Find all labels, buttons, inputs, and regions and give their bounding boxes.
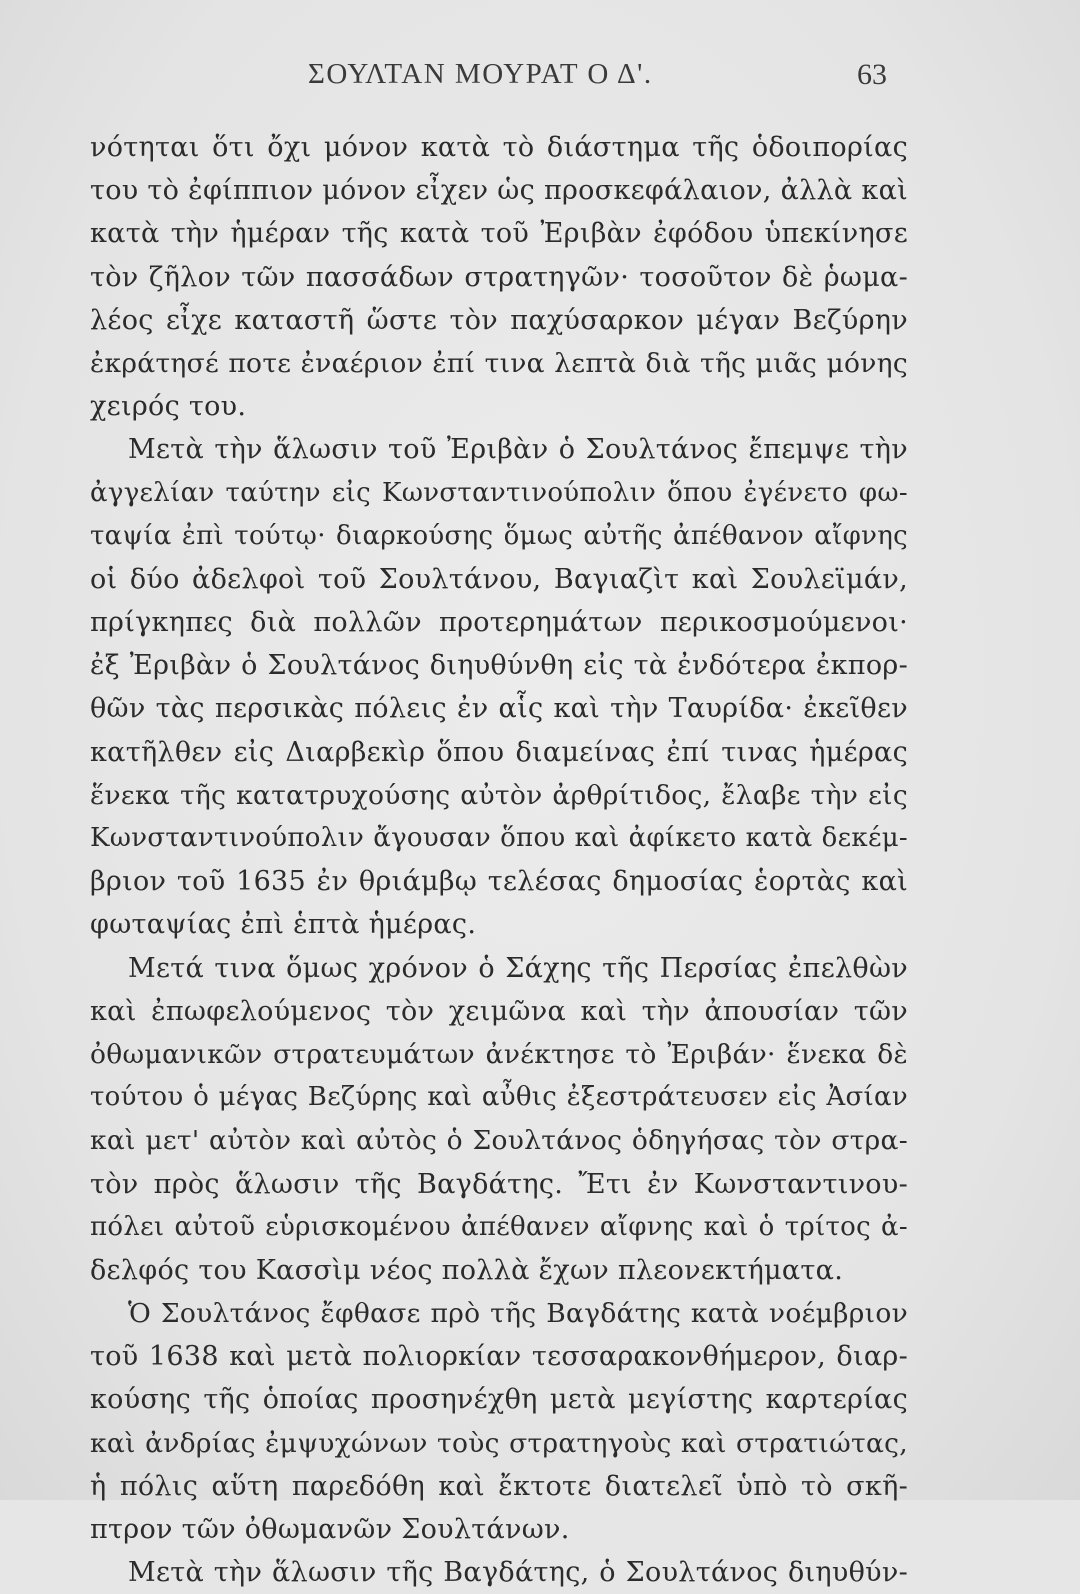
text-line: καὶ ἐπωφελούμενος τὸν χειμῶνα καὶ τὴν ἀπουσίαν τῶν	[90, 995, 908, 1027]
text-line: βριον τοῦ 1635 ἐν θριάμβῳ τελέσας δημοσίας ἑορτὰς καὶ	[90, 866, 908, 898]
text-line: καὶ μετ' αὐτὸν καὶ αὐτὸς ὁ Σουλτάνος ὁδηγήσας τὸν στρα-	[90, 1125, 908, 1157]
text-line: χειρός του.	[90, 391, 247, 423]
text-line: πρίγκηπες διὰ πολλῶν προτερημάτων περικοσμούμενοι·	[90, 607, 908, 639]
text-line: κατῆλθεν εἰς Διαρβεκὶρ ὅπου διαμείνας ἐπί τινας ἡμέρας	[90, 736, 908, 768]
text-line: ἐκράτησέ ποτε ἐναέριον ἐπί τινα λεπτὰ διὰ τῆς μιᾶς μόνης	[90, 347, 908, 379]
text-line: λέος εἶχε καταστῆ ὥστε τὸν παχύσαρκον μέγαν Βεζύρην	[90, 304, 908, 336]
paragraph-start-line: Ὁ Σουλτάνος ἔφθασε πρὸ τῆς Βαγδάτης κατὰ νοέμβριον	[128, 1298, 908, 1330]
text-line: τὸν πρὸς ἅλωσιν τῆς Βαγδάτης. Ἔτι ἐν Κωνσταντινου-	[90, 1168, 908, 1200]
text-line: κούσης τῆς ὁποίας προσηνέχθη μετὰ μεγίστης καρτερίας	[90, 1384, 908, 1416]
page-header	[0, 58, 1080, 98]
text-line: τούτου ὁ μέγας Βεζύρης καὶ αὖθις ἐξεστράτευσεν εἰς Ἀσίαν	[90, 1082, 908, 1113]
text-line: πόλει αὐτοῦ εὑρισκομένου ἀπέθανεν αἴφνης καὶ ὁ τρίτος ἀ-	[90, 1211, 908, 1242]
text-line: φωταψίας ἐπὶ ἑπτὰ ἡμέρας.	[90, 909, 477, 941]
text-line: Κωνσταντινούπολιν ἄγουσαν ὅπου καὶ ἀφίκετο κατὰ δεκέμ-	[90, 823, 908, 853]
text-line: ἀγγελίαν ταύτην εἰς Κωνσταντινούπολιν ὅπου ἐγένετο φω-	[90, 477, 908, 508]
text-line: ἡ πόλις αὕτη παρεδόθη καὶ ἔκτοτε διατελεῖ ὑπὸ τὸ σκῆ-	[90, 1470, 908, 1502]
text-line: του τὸ ἐφίππιον μόνον εἶχεν ὡς προσκεφάλαιον, ἀλλὰ καὶ	[90, 175, 908, 207]
paragraph-start-line: Μετά τινα ὅμως χρόνον ὁ Σάχης τῆς Περσίας ἐπελθὼν	[128, 952, 908, 984]
text-line: κατὰ τὴν ἡμέραν τῆς κατὰ τοῦ Ἐριβὰν ἐφόδου ὑπεκίνησε	[90, 218, 908, 250]
running-title: ΣΟΥΛΤΑΝ ΜΟΥΡΑΤ Ο Δ'.	[308, 58, 653, 90]
text-line: νότηται ὅτι ὄχι μόνον κατὰ τὸ διάστημα τῆς ὁδοιπορίας	[90, 132, 908, 163]
text-line: πτρον τῶν ὀθωμανῶν Σουλτάνων.	[90, 1514, 570, 1545]
text-line: ἐξ Ἐριβὰν ὁ Σουλτάνος διηυθύνθη εἰς τὰ ἐνδότερα ἐκπορ-	[90, 650, 908, 682]
text-line: θῶν τὰς περσικὰς πόλεις ἐν αἷς καὶ τὴν Ταυρίδα· ἐκεῖθεν	[90, 693, 908, 725]
text-line: οἱ δύο ἀδελφοὶ τοῦ Σουλτάνου, Βαγιαζὶτ καὶ Σουλεϊμάν,	[90, 563, 908, 595]
text-line: δελφός του Κασσὶμ νέος πολλὰ ἔχων πλεονεκτήματα.	[90, 1254, 844, 1286]
text-line: τοῦ 1638 καὶ μετὰ πολιορκίαν τεσσαρακονθήμερον, διαρ-	[90, 1341, 908, 1373]
text-line: καὶ ἀνδρίας ἐμψυχώνων τοὺς στρατηγοὺς καὶ στρατιώτας,	[90, 1427, 908, 1459]
text-line: τὸν ζῆλον τῶν πασσάδων στρατηγῶν· τοσοῦτον δὲ ῥωμα-	[90, 261, 908, 293]
paragraph-start-line: Μετὰ τὴν ἅλωσιν τοῦ Ἐριβὰν ὁ Σουλτάνος ἔπεμψε τὴν	[128, 434, 908, 466]
paragraph-start-line: Μετὰ τὴν ἅλωσιν τῆς Βαγδάτης, ὁ Σουλτάνος διηυθύν-	[128, 1557, 908, 1589]
page-number: 63	[857, 58, 887, 91]
text-line: ἕνεκα τῆς κατατρυχούσης αὐτὸν ἀρθρίτιδος, ἔλαβε τὴν εἰς	[90, 779, 908, 811]
text-line: ταψία ἐπὶ τούτῳ· διαρκούσης ὅμως αὐτῆς ἀπέθανον αἴφνης	[90, 520, 908, 551]
body-text	[90, 126, 908, 1594]
text-line: ὀθωμανικῶν στρατευμάτων ἀνέκτησε τὸ Ἐριβάν· ἕνεκα δὲ	[90, 1038, 908, 1070]
